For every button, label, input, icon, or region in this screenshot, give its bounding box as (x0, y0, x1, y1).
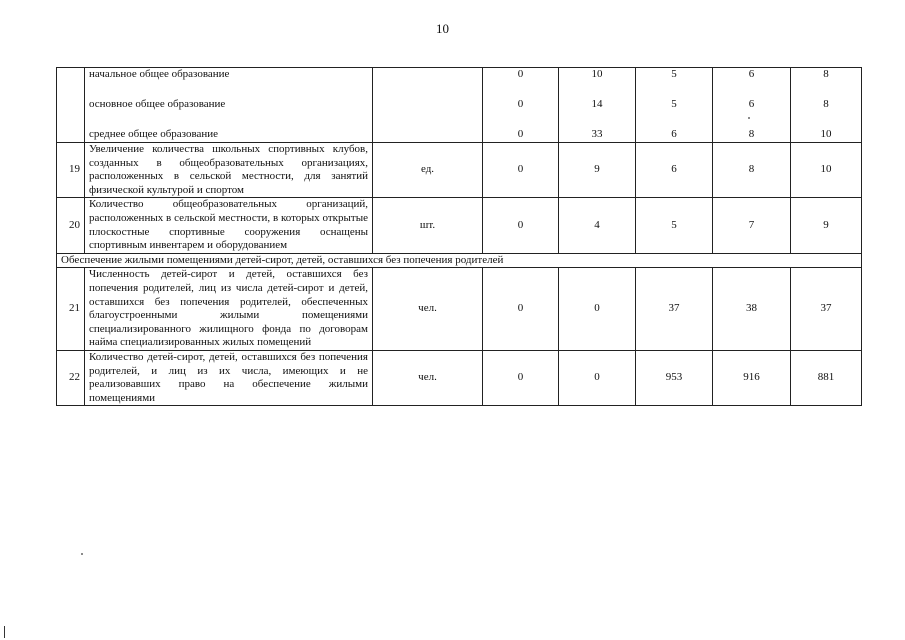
row-value: 9 (559, 143, 636, 198)
row-unit: шт. (373, 198, 483, 253)
row-number: 19 (57, 143, 85, 198)
value: 6 (748, 68, 755, 80)
value: 14 (591, 98, 603, 111)
value-cell (559, 68, 636, 143)
row-value: 0 (483, 198, 559, 253)
row-value: 0 (559, 268, 636, 351)
level-label: основное общее образование (89, 98, 226, 111)
row-value: 8 (713, 143, 791, 198)
row-value: 37 (636, 268, 713, 351)
row-description: Увеличение количества школьных спортивных клубов, созданных в общеобразовательных организациях, расположенных в сельской местности, для занятий физической культурой и спортом (85, 143, 373, 198)
row-value: 7 (713, 198, 791, 253)
value: 8 (748, 128, 755, 141)
row-value: 0 (483, 268, 559, 351)
table-row-21 (57, 268, 862, 351)
row-unit: чел. (373, 268, 483, 351)
value: 0 (517, 98, 524, 111)
table-row-22 (57, 350, 862, 405)
level-label: начальное общее образование (89, 68, 230, 80)
page-number: 10 (436, 21, 449, 36)
table-row-19 (57, 143, 862, 198)
scan-edge-mark (4, 626, 5, 638)
row-unit: чел. (373, 350, 483, 405)
row-value: 881 (791, 350, 862, 405)
value-cell (791, 68, 862, 143)
row-value: 10 (791, 143, 862, 198)
row-value: 37 (791, 268, 862, 351)
row-description: Количество детей-сирот, детей, оставшихся без попечения родителей, и лиц из их числа, имеющих и не реализовавших право на обеспечение жилыми помещениями (85, 350, 373, 405)
row-description: Количество общеобразовательных организаций, расположенных в сельской местности, в которых открытые плоскостные спортивные сооружения оснащены спортивным инвентарем и оборудованием (85, 198, 373, 253)
row-value: 5 (636, 198, 713, 253)
value: 5 (671, 98, 677, 111)
scan-speck (748, 117, 750, 119)
row-number: 22 (57, 350, 85, 405)
value: 10 (820, 128, 832, 141)
row-unit: ед. (373, 143, 483, 198)
value-cell (636, 68, 713, 143)
value: 10 (591, 68, 603, 80)
indicators-table (56, 67, 862, 406)
unit-cell (373, 68, 483, 143)
row-value: 0 (483, 143, 559, 198)
value: 6 (671, 128, 677, 141)
value: 5 (671, 68, 677, 80)
table-row-20 (57, 198, 862, 253)
level-label: среднее общее образование (89, 128, 219, 141)
value-cell (713, 68, 791, 143)
value: 0 (517, 68, 524, 80)
row-value: 6 (636, 143, 713, 198)
value: 33 (591, 128, 603, 141)
row-value: 4 (559, 198, 636, 253)
value: 0 (517, 128, 524, 141)
value: 8 (823, 98, 829, 111)
scan-speck (81, 553, 83, 555)
row-number-cell (57, 68, 85, 143)
row-value: 38 (713, 268, 791, 351)
description-cell (85, 68, 373, 143)
row-description: Численность детей-сирот и детей, оставшихся без попечения родителей, лиц из числа детей-сирот и детей, оставшихся без попечения родителей, обеспеченных благоустроенными жилыми помещениями специализированного жилищного фонда по договорам найма специализированных жилых помещений (85, 268, 373, 351)
row-number: 21 (57, 268, 85, 351)
section-title: Обеспечение жилыми помещениями детей-сирот, детей, оставшихся без попечения родителей (57, 253, 862, 268)
row-value: 916 (713, 350, 791, 405)
section-header-row (57, 253, 862, 268)
table-row-education-levels (57, 68, 862, 143)
row-value: 953 (636, 350, 713, 405)
row-number: 20 (57, 198, 85, 253)
row-value: 0 (483, 350, 559, 405)
value: 8 (823, 68, 829, 80)
value-cell (483, 68, 559, 143)
value: 6 (748, 98, 755, 111)
row-value: 9 (791, 198, 862, 253)
row-value: 0 (559, 350, 636, 405)
